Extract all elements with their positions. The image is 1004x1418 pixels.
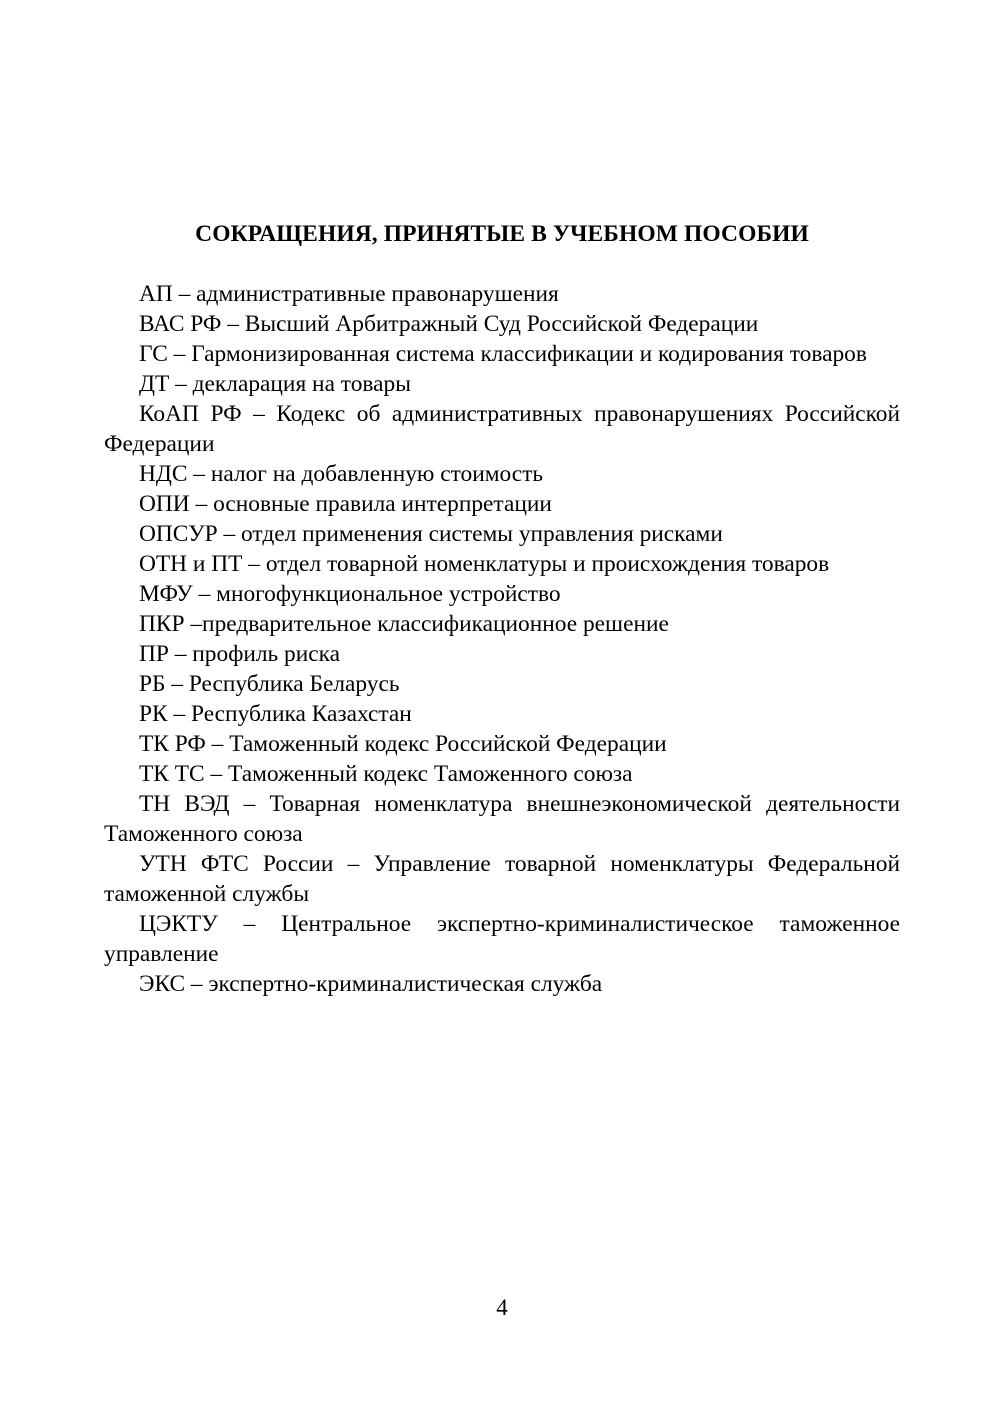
abbreviation-entry: РБ – Республика Беларусь bbox=[139, 671, 400, 697]
abbreviation-entry: ТН ВЭД – Товарная номенклатура внешнеэкономической деятельности Таможенного союза bbox=[104, 791, 900, 847]
abbreviation-entry: ДТ – декларация на товары bbox=[139, 371, 411, 397]
abbreviation-entry: НДС – налог на добавленную стоимость bbox=[139, 461, 544, 487]
abbreviation-entry: ТК РФ – Таможенный кодекс Российской Федерации bbox=[139, 731, 667, 757]
abbreviation-list bbox=[104, 279, 900, 999]
abbreviation-entry: ПКР –предварительное классификационное решение bbox=[139, 611, 669, 637]
abbreviation-entry: ГС – Гармонизированная система классификации и кодирования товаров bbox=[139, 341, 867, 367]
abbreviation-entry: УТН ФТС России – Управление товарной номенклатуры Федеральной таможенной службы bbox=[104, 851, 900, 907]
abbreviation-entry: ЭКС – экспертно-криминалистическая служба bbox=[139, 971, 603, 997]
abbreviation-entry: РК – Республика Казахстан bbox=[139, 701, 412, 727]
abbreviation-entry: ВАС РФ – Высший Арбитражный Суд Российской Федерации bbox=[139, 311, 759, 337]
abbreviation-entry: ТК ТС – Таможенный кодекс Таможенного союза bbox=[139, 761, 633, 787]
abbreviation-entry: ПР – профиль риска bbox=[139, 641, 341, 667]
abbreviation-entry: ЦЭКТУ – Центральное экспертно-криминалистическое таможенное управление bbox=[104, 911, 900, 967]
abbreviation-entry: ОТН и ПТ – отдел товарной номенклатуры и происхождения товаров bbox=[139, 551, 830, 577]
abbreviation-entry: КоАП РФ – Кодекс об административных правонарушениях Российской Федерации bbox=[104, 401, 900, 457]
page-title: СОКРАЩЕНИЯ, ПРИНЯТЫЕ В УЧЕБНОМ ПОСОБИИ bbox=[195, 221, 809, 247]
abbreviation-entry: АП – административные правонарушения bbox=[139, 281, 559, 307]
abbreviation-entry: МФУ – многофункциональное устройство bbox=[139, 581, 561, 607]
page-number: 4 bbox=[496, 1295, 508, 1320]
abbreviation-entry: ОПСУР – отдел применения системы управления рисками bbox=[139, 521, 723, 547]
abbreviation-entry: ОПИ – основные правила интерпретации bbox=[139, 491, 552, 517]
